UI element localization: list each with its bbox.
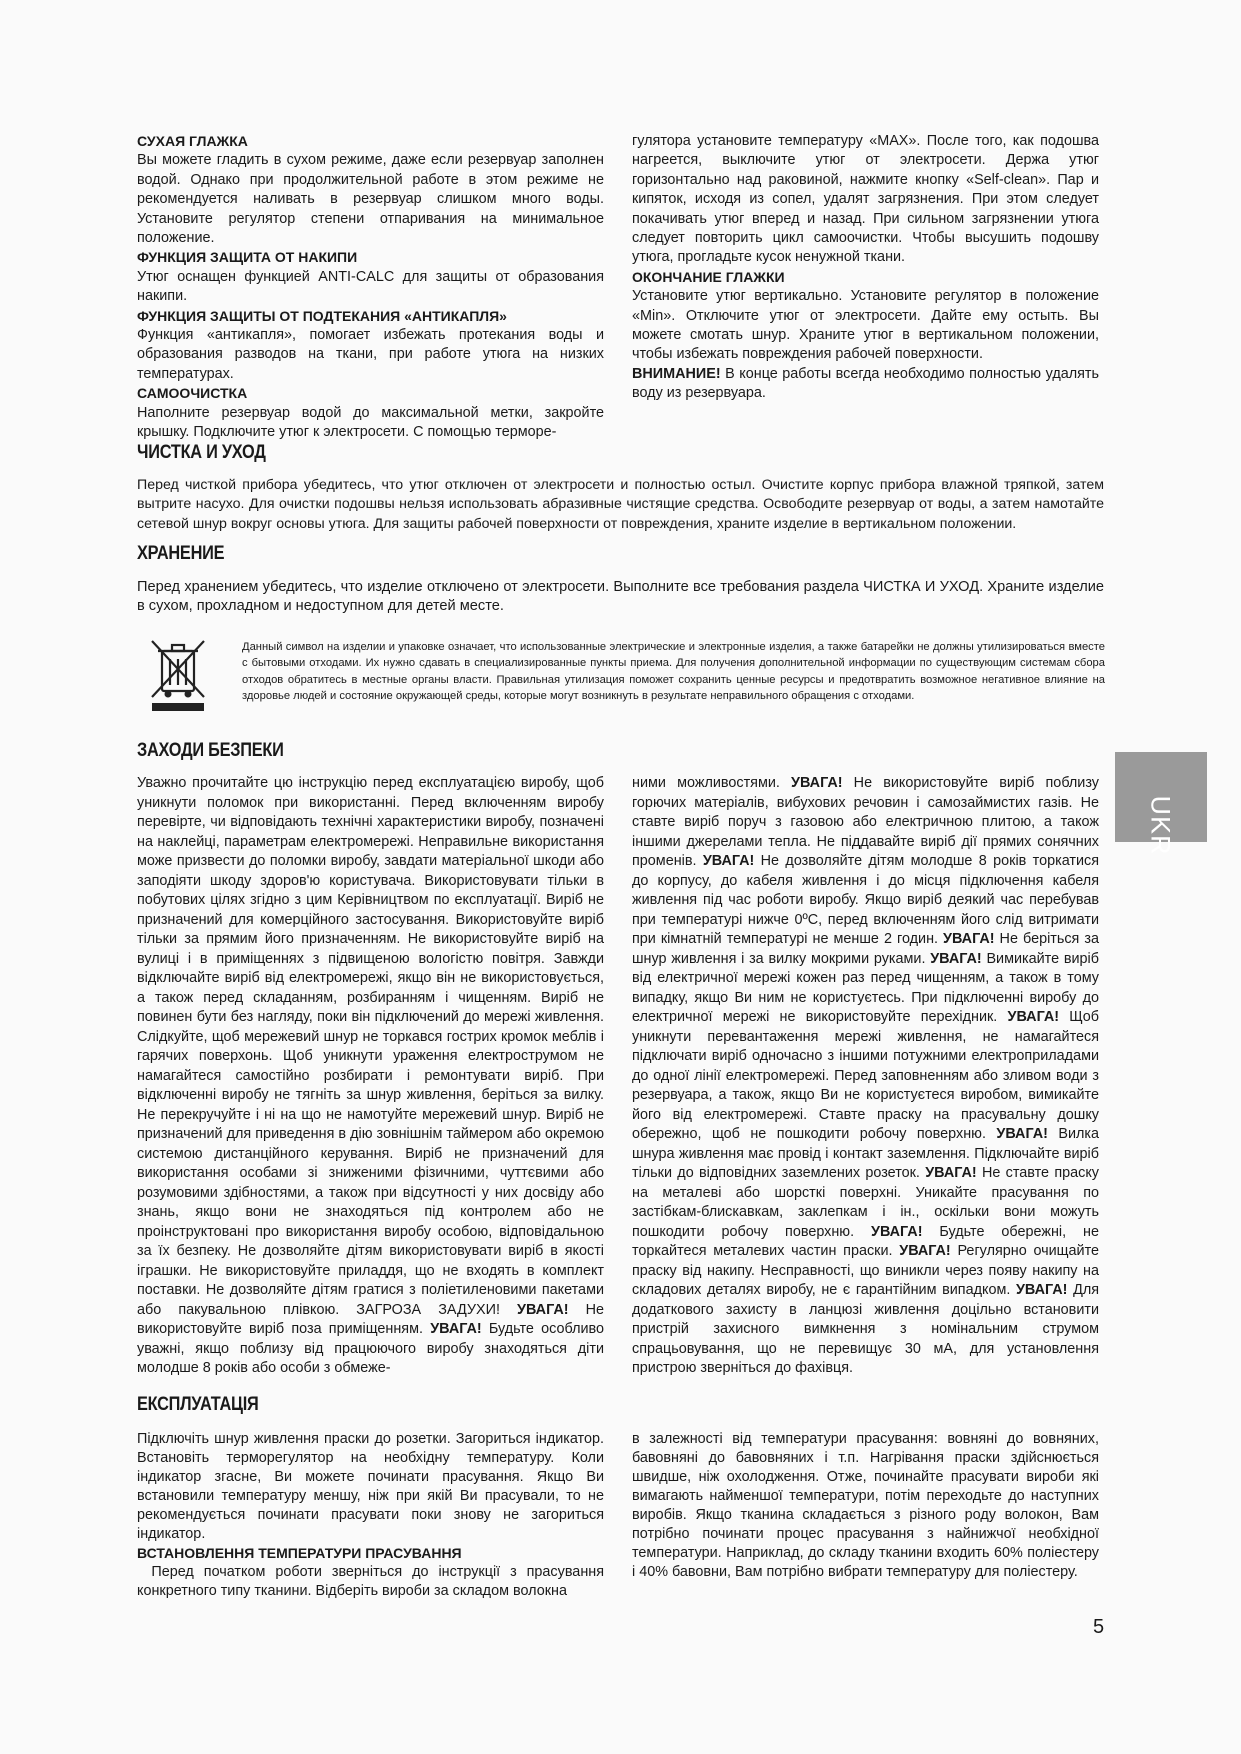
paragraph: Наполните резервуар водой до максимальной метки, закройте крышку. Подключите утюг к электросети. С помощью терморе- [137,404,604,441]
warning-label: УВАГА! [430,1321,482,1337]
paragraph: гулятора установите температуру «MAX». После того, как подошва нагреется, выключите утюг от электросети. Держа утюг горизонтально над раковиной, нажмите кнопку «Self-clean». Пар и кипяток, исходя из сопел, удалят загрязнения. При этом следует покачивать утюг вперед и назад. При сильном загрязнении утюга следует повторить цикл самоочистки. Чтобы высушить подошву утюга, прогладьте кусок ненужной ткани. [632,133,1099,266]
safety-right-column: ними можливостями. УВАГА! Не використовуйте виріб поблизу горючих матеріалів, вибухових речовин і самозаймистих газів. Не ставте виріб поруч з газовою або електричною плитою, а також іншими джерелами тепла. Не піддавайте виріб дії прямих сонячних променів. УВАГА! Не дозволяйте дітям молодше 8 років торкатися до корпусу, до кабеля живлення і до місця підключення кабеля живлення під час роботи виробу. Якщо виріб деякий час перебував при температурі нижче 0ºC, перед включенням його слід витримати при кімнатній температурі не менше 2 годин. УВАГА! Не беріться за шнур живлення і за вилку мокрими руками. УВАГА! Вимикайте виріб від електричної мережі кожен раз перед чищенням, а також в тому випадку, якщо Ви ним не користуєтесь. При підключенні виробу до електричної мережі не використовуйте перехідник. УВАГА! Щоб уникнути перевантаження мережі живлення, не намагайтеся підключати виріб одночасно з іншими потужними електроприладами до одної лінії електромережі. Перед заповненням або зливом води з резервуара, а також, якщо Ви не користуєтеся виробом, вимикайте його від електромережі. Ставте праску на прасувальну дошку обережно, щоб не пошкодити робочу поверхню. УВАГА! Вилка шнура живлення має провід і контакт заземлення. Підключайте виріб тільки до відповідних заземлених розеток. УВАГА! Не ставте праску на металеві або шорсткі поверхні. Уникайте прасування по застібкам-блискавкам, заклепкам і ін., оскільки вони можуть пошкодити робочу поверхню. УВАГА! Будьте обережні, не торкайтеся металевих частин праски. УВАГА! Регулярно очищайте праску від накипу. Несправності, що виникли через появу накипу на складових деталях виробу, не є гарантійним випадком. УВАГА! Для додаткового захисту в ланцюзі живлення доцільно встановити пристрій захисного вимкнення з номінальним струмом спрацьовування, що не перевищує 30 мА, для установлення пристрою зверніться до фахівця. [632,775,1100,1376]
storage-text: Перед хранением убедитесь, что изделие отключено от электросети. Выполните все требования раздела ЧИСТКА И УХОД. Храните изделие в сухом, прохладном и недоступном для детей месте. [137,579,1104,615]
subheading-dry-ironing: СУХАЯ ГЛАЖКА [137,133,248,149]
warning-label: УВАГА! [1015,1282,1068,1298]
section-heading-safety: ЗАХОДИ БЕЗПЕКИ [137,740,284,761]
section-heading-operation: ЕКСПЛУАТАЦІЯ [137,1394,259,1415]
safety-left-column: Уважно прочитайте цю інструкцію перед експлуатацією виробу, щоб уникнути поломок при використанні. Перед включенням виробу перевірте, чи відповідають технічні характеристики виробу, позначені на наклейці, параметрам електромережі. Неправильне використання може призвести до поломки виробу, завдати матеріальної шкоди або заподіяти шкоду здоров'ю користувача. Використовувати тільки в побутових цілях згідно з цим Керівництвом по експлуатації. Виріб не призначений для комерційного застосування. Використовуйте виріб тільки за прямим його призначенням. Не використовуйте виріб на вулиці і в приміщеннях з підвищеною вологістю повітря. Завжди відключайте виріб від електромережі, якщо він не використовується, а також перед складанням, розбиранням і чищенням. Виріб не повинен бути без нагляду, поки він підключений до мережі живлення. Слідкуйте, щоб мережевий шнур не торкався гострих кромок меблів і гарячих поверхонь. Щоб уникнути ураження електрострумом не намагайтеся самостійно розбирати і ремонтувати виріб. При відключенні виробу не тягніть за шнур живлення, беріться за вилку. Не перекручуйте і ні на що не намотуйте мережевий шнур. Виріб не призначений для приведення в дію зовнішнім таймером або окремою системою дистанційного керування. Виріб не призначений для використання особами зі зниженими фізичними, чуттєвими або розумовими здібностями, а також при відсутності у них досвіду або знань, якщо вони не знаходяться під контролем або не проінструктовані про використання виробу особою, відповідальною за їх безпеку. Не дозволяйте дітям використовувати виріб в якості іграшки. Не використовуйте приладдя, що не входять в комплект поставки. Не дозволяйте дітям гратися з поліетиленовими пакетами або пакувальною плівкою. ЗАГРОЗА ЗАДУХИ! УВАГА! Не використовуйте виріб поза приміщенням. УВАГА! Будьте особливо уважні, якщо поблизу від працюючого виробу знаходяться діти молодше 8 років або особи з обмеже- [137,775,604,1376]
warning-label: УВАГА! [517,1301,569,1318]
warning-label: УВАГА! [702,853,755,869]
operation-right-column: в залежності від температури прасування: вовняні до вовняних, бавовняні до бавовняних і т.п. Нагрівання праски здійснюється швидше, ніж охолодження. Отже, починайте прасувати вироби які вимагають найменшої температури, потім переходьте до наступних виробів. Якщо тканина складається з різного роду волокон, Вам потрібно починати процес прасування з найнижчої необхідної температури. Наприклад, до складу тканини входить 60% поліестеру і 40% бавовни, Вам потрібно вибрати температуру для поліестеру. [632,1431,1099,1580]
cleaning-text: Перед чисткой прибора убедитесь, что утюг отключен от электросети и полностью остыл. Очистите корпус прибора влажной тряпкой, затем вытрите насухо. Для очистки подошвы нельзя использовать абразивные чистящие средства. Освободите резервуар от воды, а затем намотайте сетевой шнур вокруг основы утюга. Для защиты рабочей поверхности от повреждения, храните изделие в вертикальном положении. [137,477,1104,532]
section-heading-cleaning: ЧИСТКА И УХОД [137,442,266,463]
paragraph: Вы можете гладить в сухом режиме, даже если резервуар заполнен водой. Однако при продолжительной работе в этом режиме не рекомендуется наливать в резервуар слишком много воды. Установите регулятор степени отпаривания на минимальное положение. [137,152,604,247]
warning-label: УВАГА! [925,1165,977,1181]
section-heading-storage: ХРАНЕНИЕ [137,543,225,564]
subheading-self-clean: САМООЧИСТКА [137,385,248,402]
warning-label: УВАГА! [871,1223,923,1240]
paragraph: Установите утюг вертикально. Установите регулятор в положение «Min». Отключите утюг от электросети. Дайте ему остыть. Вы можете смотать шнур. Храните утюг в вертикальном положении, чтобы избежать повреждения рабочей поверхности. [632,288,1099,363]
warning-label: УВАГА! [1007,1009,1060,1025]
warning-label: ВНИМАНИЕ! [632,365,721,382]
operation-left-column: Підключіть шнур живлення праски до розетки. Загориться індикатор. Встановіть терморегулятор на необхідну температуру. Коли індикатор згасне, Ви можете починати прасування. Якщо Ви встановили температуру меншу, ніж при якій Ви прасували, то не рекомендується починати прасувати поки знову не загориться індикатор. ВСТАНОВЛЕННЯ ТЕМПЕРАТУРИ ПРАСУВАННЯ Перед початком роботи зверніться до інструкції з прасування конкретного типу тканини. Відберіть вироби за складом волокна [137,1431,604,1600]
subheading-anti-drip: ФУНКЦИЯ ЗАЩИТЫ ОТ ПОДТЕКАНИЯ «АНТИКАПЛЯ» [137,307,507,324]
warning-paragraph: ВНИМАНИЕ! В конце работы всегда необходимо полностью удалять воду из резервуара. [632,365,1099,402]
page-number: 5 [1093,1616,1105,1638]
warning-label: УВАГА! [996,1126,1048,1142]
paragraph: Функция «антикапля», помогает избежать протекания воды и образования разводов на ткани, при работе утюга на низких температурах. [137,327,604,382]
warning-label: УВАГА! [899,1243,951,1259]
subheading-set-temperature: ВСТАНОВЛЕННЯ ТЕМПЕРАТУРИ ПРАСУВАННЯ [137,1545,462,1561]
weee-notice: Данный символ на изделии и упаковке означает, что использованные электрические и электронные изделия, а также батарейки не должны утилизироваться вместе с бытовыми отходами. Их нужно сдавать в специализированные пункты приема. Для получения дополнительной информации по существующим системам сбора отходов обратитесь в местные органы власти. Правильная утилизация поможет сохранить ценные ресурсы и предотвратить возможное негативное влияние на здоровье людей и состояние окружающей среды, которые могут возникнуть в результате неправильного обращения с отходами. [242,641,1105,703]
ru-top-left-column [137,132,604,443]
warning-label: УВАГА! [943,931,995,947]
subheading-anti-calc: ФУНКЦИЯ ЗАЩИТА ОТ НАКИПИ [137,249,358,266]
subheading-end-ironing: ОКОНЧАНИЕ ГЛАЖКИ [632,268,785,285]
ru-top-right-column [632,132,1099,404]
crossed-bin-icon [148,637,208,713]
warning-label: УВАГА! [930,950,982,967]
language-tab-label: UKR [1145,795,1176,856]
paragraph: Утюг оснащен функцией ANTI-CALC для защиты от образования накипи. [137,268,604,305]
warning-label: УВАГА! [791,775,843,791]
